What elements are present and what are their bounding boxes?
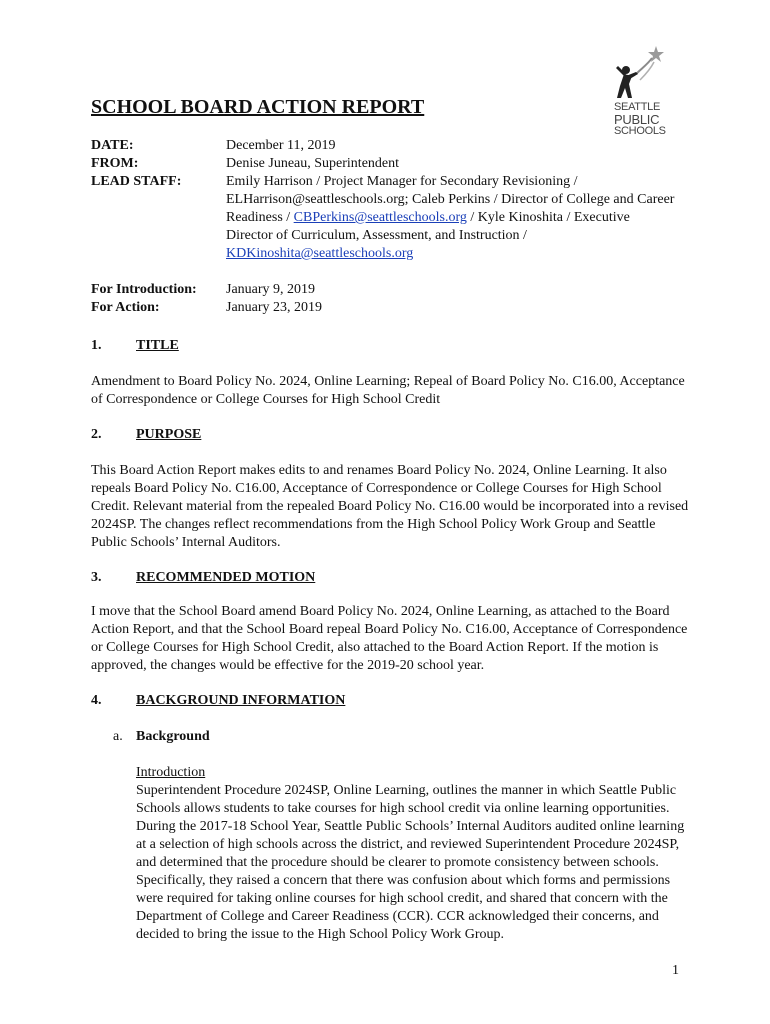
section-title: PURPOSE: [136, 427, 202, 442]
lead-staff-text-1: Emily Harrison / Project Manager for Secondary Revisioning / ELHarrison@seattleschools.org; Caleb Perkins / Director of College and Career Readiness /: [226, 174, 675, 225]
section-number: 2.: [91, 427, 102, 442]
date-value: December 11, 2019: [226, 138, 336, 153]
section-3-body: I move that the School Board amend Board Policy No. 2024, Online Learning, as attached to the Board Action Report, and that the School Board repeal Board Policy No. C16.00, Acceptance of Correspondence or College Courses for High School Credit, also attached to the Board Action Report. If the motion is approved, the changes would be effective for the 2019-20 school year.: [91, 604, 688, 673]
introduction-value: January 9, 2019: [226, 282, 316, 297]
logo-line-3: SCHOOLS: [614, 125, 666, 137]
from-label: FROM:: [91, 156, 139, 171]
introduction-heading: [136, 764, 696, 782]
action-label: For Action:: [91, 300, 160, 315]
action-value: January 23, 2019: [226, 300, 323, 315]
section-1-body: Amendment to Board Policy No. 2024, Online Learning; Repeal of Board Policy No. C16.00, Acceptance of Correspondence or College Courses for High School Credit: [91, 374, 685, 407]
background-subheading: [113, 728, 210, 746]
section-title: TITLE: [136, 338, 179, 353]
logo-line-2: PUBLIC: [614, 112, 660, 127]
logo-line-1: SEATTLE: [614, 101, 660, 113]
section-number: 1.: [91, 338, 102, 353]
lead-staff-label: LEAD STAFF:: [91, 174, 182, 189]
seattle-public-schools-logo: [612, 44, 672, 144]
lead-staff-text-2: / Kyle Kinoshita / Executive Director of Curriculum, Assessment, and Instruction /: [226, 210, 630, 243]
subsection-letter: a.: [113, 729, 123, 744]
section-number: 4.: [91, 693, 102, 708]
cbperkins-email-link[interactable]: CBPerkins@seattleschools.org: [293, 210, 467, 225]
date-label: DATE:: [91, 138, 134, 153]
subsection-title: Background: [136, 729, 210, 744]
report-title: SCHOOL BOARD ACTION REPORT: [91, 96, 425, 118]
lead-staff-value: [226, 173, 676, 263]
section-number: 3.: [91, 570, 102, 585]
introduction-body: Superintendent Procedure 2024SP, Online Learning, outlines the manner in which Seattle Public Schools allows students to take courses for high school credit via online learning opportunities. During the 2017-18 School Year, Seattle Public Schools’ Internal Auditors audited online learning at a selection of high schools across the district, and reviewed Superintendent Procedure 2024SP, and determined that the procedure should be clearer to promote consistency between schools. Specifically, they raised a concern that there was confusion about which forms and permissions were required for taking online courses for high school credit, and shared that concern with the Department of College and Career Readiness (CCR). CCR acknowledged their concerns, and decided to bring the issue to the High School Policy Work Group.: [136, 783, 685, 942]
page-number: 1: [672, 963, 679, 978]
introduction-heading-text: Introduction: [136, 765, 206, 780]
section-2-body: This Board Action Report makes edits to and renames Board Policy No. 2024, Online Learning. It also repeals Board Policy No. C16.00, Acceptance of Correspondence or College Courses for High School Credit. Relevant material from the repealed Board Policy No. C16.00 would be incorporated into a revised 2024SP. The changes reflect recommendations from the High School Policy Work Group and Seattle Public Schools’ Internal Auditors.: [91, 463, 689, 550]
star-figure-icon: [612, 44, 672, 104]
kdkinoshita-email-link[interactable]: KDKinoshita@seattleschools.org: [226, 246, 414, 261]
from-value: Denise Juneau, Superintendent: [226, 156, 400, 171]
introduction-label: For Introduction:: [91, 282, 197, 297]
section-title: BACKGROUND INFORMATION: [136, 693, 346, 708]
logo-wordmark: [614, 102, 670, 137]
section-title: RECOMMENDED MOTION: [136, 570, 316, 585]
